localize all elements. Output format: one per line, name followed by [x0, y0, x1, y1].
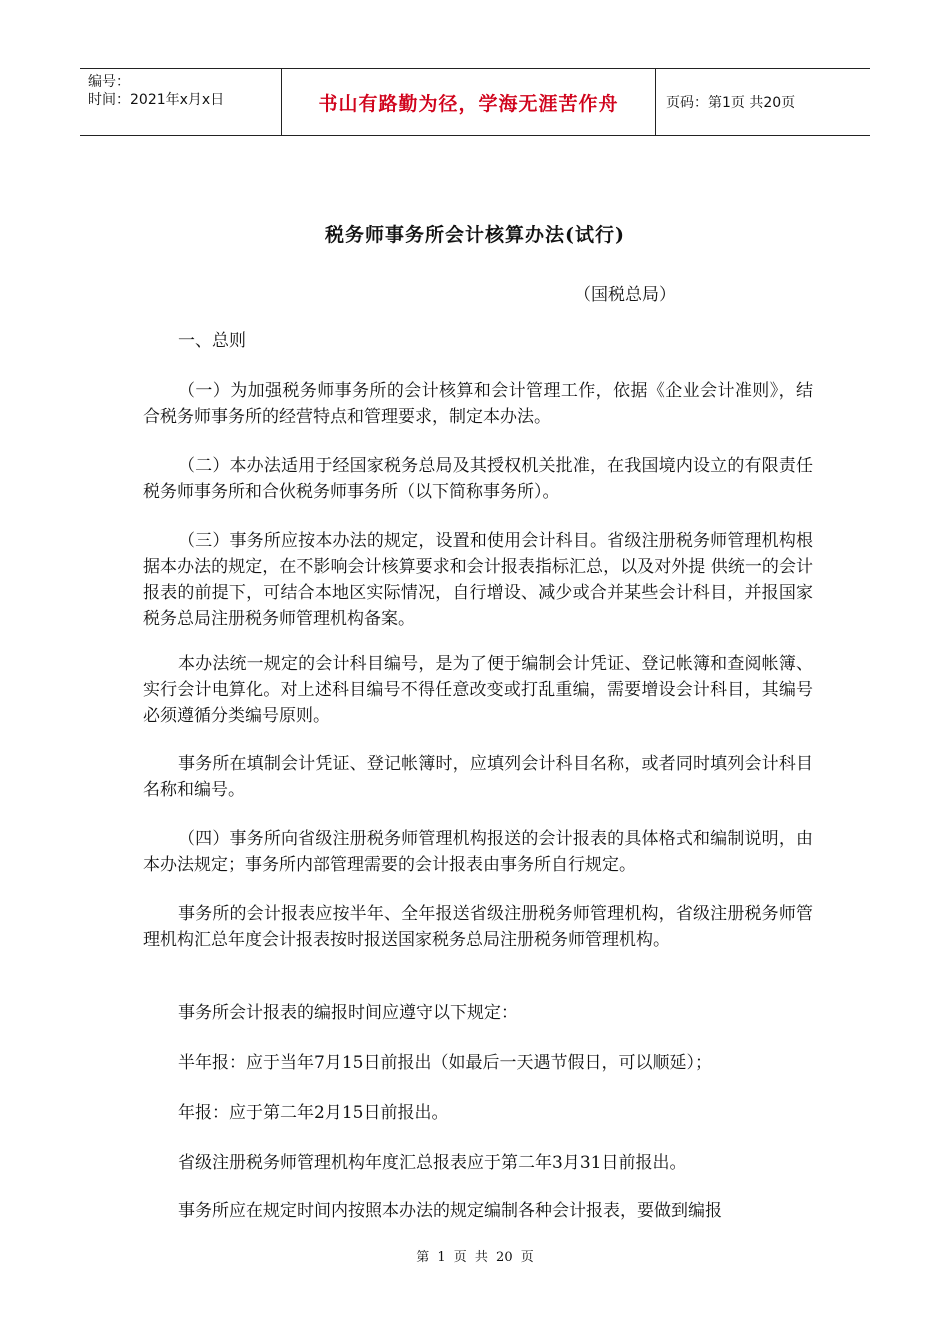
paragraph: 年报：应于第二年2月15日前报出。 [178, 1103, 449, 1123]
paragraph: 省级注册税务师管理机构年度汇总报表应于第二年3月31日前报出。 [178, 1153, 687, 1173]
paragraph: 事务所应在规定时间内按照本办法的规定编制各种会计报表，要做到编报 [178, 1201, 722, 1221]
header-page-info: 页码：第1页 共20页 [666, 95, 796, 111]
paragraph: （一）为加强税务师事务所的会计核算和会计管理工作，依据《企业会计准则》，结合税务师事务所的经营特点和管理要求，制定本办法。 [143, 381, 813, 427]
document-source: （国税总局） [574, 285, 676, 305]
paragraph: 本办法统一规定的会计科目编号，是为了便于编制会计凭证、登记帐簿和查阅帐簿、实行会计电算化。对上述科目编号不得任意改变或打乱重编，需要增设会计科目，其编号必须遵循分类编号原则。 [143, 654, 813, 726]
paragraph: 半年报：应于当年7月15日前报出（如最后一天遇节假日，可以顺延）； [178, 1053, 712, 1073]
paragraph: （二）本办法适用于经国家税务总局及其授权机关批准，在我国境内设立的有限责任税务师事务所和合伙税务师事务所（以下简称事务所）。 [143, 456, 813, 502]
paragraph: 事务所会计报表的编报时间应遵守以下规定： [178, 1003, 518, 1023]
section-heading-general: 一、总则 [178, 331, 246, 351]
paragraph: （四）事务所向省级注册税务师管理机构报送的会计报表的具体格式和编制说明，由本办法规定；事务所内部管理需要的会计报表由事务所自行规定。 [143, 829, 813, 875]
header-number-label: 编号： [88, 74, 130, 90]
header-date-label: 时间：2021年x月x日 [88, 92, 225, 108]
paragraph: 事务所在填制会计凭证、登记帐簿时，应填列会计科目名称，或者同时填列会计科目名称和编号。 [143, 754, 813, 800]
header-meta [80, 69, 282, 135]
document-title: 税务师事务所会计核算办法(试行) [325, 224, 625, 246]
paragraph: （三）事务所应按本办法的规定，设置和使用会计科目。省级注册税务师管理机构根据本办法的规定，在不影响会计核算要求和会计报表指标汇总，以及对外提 供统一的会计报表的前提下，可结合本地区实际情况，自行增设、减少或合并某些会计科目，并报国家税务总局注册税务师管理机构备案。 [143, 531, 813, 629]
page-footer: 第 1 页 共 20 页 [416, 1250, 534, 1265]
header-motto: 书山有路勤为径，学海无涯苦作舟 [282, 69, 656, 135]
document-header [80, 68, 870, 136]
paragraph: 事务所的会计报表应按半年、全年报送省级注册税务师管理机构，省级注册税务师管理机构汇总年度会计报表按时报送国家税务总局注册税务师管理机构。 [143, 904, 813, 950]
